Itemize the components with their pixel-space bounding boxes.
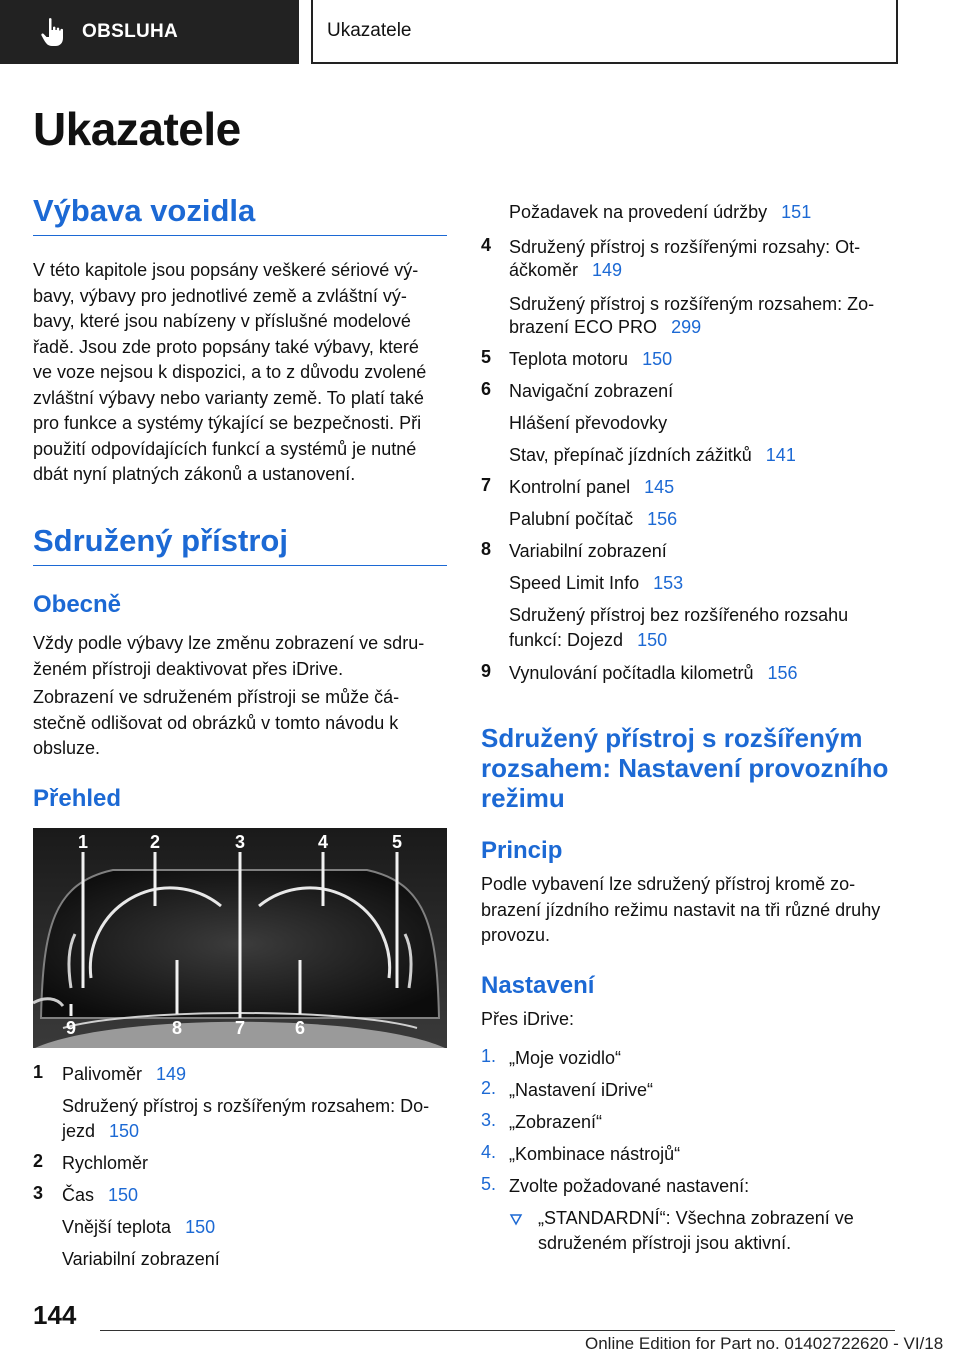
item-label: Kontrolní panel: [509, 477, 631, 497]
item-text: [509, 347, 672, 372]
item-text: Hlášení převodovky: [509, 413, 668, 433]
figure-label: 4: [317, 832, 329, 852]
item-label: Požadavek na provedení údržby: [509, 202, 768, 222]
item-number: 4: [481, 235, 492, 255]
step-text[interactable]: „Nastavení iDrive“: [509, 1080, 654, 1100]
item-label: jezd: [62, 1121, 96, 1141]
figure-label: 3: [234, 832, 246, 852]
text-line: Přes iDrive:: [481, 1009, 575, 1029]
text-line: Vždy podle výbavy lze změnu zobrazení ve sdru‐: [33, 633, 425, 653]
page-ref-link[interactable]: 153: [653, 573, 684, 593]
section-heading-extended: rozsahem: Nastavení provozního: [481, 753, 889, 783]
item-text: [509, 443, 796, 468]
figure-label: 6: [294, 1018, 306, 1038]
figure-label: 2: [149, 832, 161, 852]
page-title: Ukazatele: [33, 103, 241, 155]
section-rule: [33, 565, 447, 566]
item-text: [509, 475, 674, 500]
item-label: Čas: [62, 1185, 95, 1205]
text-line: bavy, které jsou nabízeny v příslušné modelové: [33, 311, 411, 331]
page-number: 144: [33, 1300, 77, 1330]
bullet-triangle-icon: [509, 1212, 523, 1226]
footer-rule: [100, 1330, 895, 1331]
page-ref-link[interactable]: 150: [108, 1185, 139, 1205]
subheading-settings: Nastavení: [481, 972, 595, 999]
item-text: Rychloměr: [62, 1153, 149, 1173]
section-tab[interactable]: [0, 0, 299, 64]
footer-edition: Online Edition for Part no. 01402722620 - VI/18: [585, 1334, 944, 1353]
figure-label: 5: [391, 832, 403, 852]
text-line: použití odpovídajících funkcí a systémů je nutné: [33, 438, 417, 459]
bullet-text: sdruženém přístroji jsou aktivní.: [538, 1233, 792, 1253]
item-text: [62, 1183, 138, 1208]
item-text: [62, 1215, 215, 1240]
item-number: 8: [481, 539, 492, 559]
chapter-tab-label: Ukazatele: [327, 20, 412, 41]
text-line: dbát nyní platných zákonů a ustanovení.: [33, 464, 356, 484]
item-number: 2: [33, 1151, 44, 1171]
text-line: bavy, výbavy pro jednotlivé země a zvláštní vý‐: [33, 285, 407, 306]
item-label: funkcí: Dojezd: [509, 630, 624, 650]
item-text: [509, 507, 677, 532]
page-ref-link[interactable]: 156: [647, 509, 678, 529]
instrument-cluster-image: [33, 828, 447, 1048]
item-label: Palubní počítač: [509, 509, 634, 529]
page-ref-link[interactable]: 150: [109, 1121, 140, 1141]
figure-label: 7: [234, 1018, 246, 1038]
page-ref-link[interactable]: 145: [644, 477, 675, 497]
section-tab-label: OBSLUHA: [82, 21, 179, 42]
hand-pointer-icon: [40, 17, 66, 47]
item-label: áčkoměr: [509, 260, 579, 280]
page-ref-link[interactable]: 149: [592, 260, 623, 280]
text-line: V této kapitole jsou popsány veškeré sériové vý‐: [33, 260, 419, 280]
item-label: Vnější teplota: [62, 1217, 172, 1237]
section-heading-extended: Sdružený přístroj s rozšířeným: [481, 723, 863, 753]
item-text: Variabilní zobrazení: [62, 1249, 220, 1269]
item-text: [62, 1062, 186, 1087]
subheading-general: Obecně: [33, 591, 122, 618]
item-label: Palivoměr: [62, 1064, 143, 1084]
item-text: [509, 315, 701, 340]
item-label: Vynulování počítadla kilometrů: [509, 663, 754, 683]
item-text: Navigační zobrazení: [509, 381, 674, 401]
step-text[interactable]: „Kombinace nástrojů“: [509, 1144, 681, 1164]
section-heading-extended: režimu: [481, 783, 565, 813]
section-rule: [33, 235, 447, 236]
text-line: provozu.: [481, 925, 551, 945]
item-label: Speed Limit Info: [509, 573, 640, 593]
page-ref-link[interactable]: 156: [767, 663, 798, 683]
item-text: [509, 628, 667, 653]
text-line: ve voze nejsou k dispozici, a to z důvodu zvolené: [33, 362, 427, 382]
item-number: 6: [481, 379, 492, 399]
figure-label: 9: [65, 1018, 77, 1038]
text-line: zvláštní výbavy nebo varianty země. To platí také: [33, 387, 424, 408]
text-line: stečně odlišovat od obrázků v tomto návodu k: [33, 712, 399, 733]
item-label: brazení ECO PRO: [509, 317, 658, 337]
section-heading-cluster: Sdružený přístroj: [33, 523, 288, 558]
step-number: 2.: [481, 1078, 497, 1098]
subheading-overview: Přehled: [33, 785, 122, 812]
item-label: Stav, přepínač jízdních zážitků: [509, 445, 752, 465]
item-number: 9: [481, 661, 492, 681]
step-text[interactable]: „Zobrazení“: [509, 1112, 603, 1132]
figure-label: 1: [77, 832, 89, 852]
item-text: Sdružený přístroj bez rozšířeného rozsahu: [509, 605, 849, 625]
item-text: [62, 1119, 139, 1144]
text-line: obsluze.: [33, 738, 101, 758]
item-text: Sdružený přístroj s rozšířeným rozsahem: Do‐: [62, 1096, 430, 1116]
step-text: Zvolte požadované nastavení:: [509, 1176, 750, 1196]
text-line: Zobrazení ve sdruženém přístroji se může čá‐: [33, 687, 400, 707]
item-label: Teplota motoru: [509, 349, 629, 369]
step-number: 5.: [481, 1174, 497, 1194]
item-text: Sdružený přístroj s rozšířeným rozsahem: Zo‐: [509, 294, 875, 314]
item-text: [509, 258, 622, 283]
item-text: [509, 571, 683, 596]
page-ref-link[interactable]: 150: [637, 630, 668, 650]
item-text: [509, 200, 811, 225]
step-text[interactable]: „Moje vozidlo“: [509, 1048, 622, 1068]
step-number: 1.: [481, 1046, 497, 1066]
page-ref-link[interactable]: 299: [671, 317, 702, 337]
page-ref-link[interactable]: 151: [781, 202, 812, 222]
item-number: 5: [481, 347, 492, 367]
bullet-text: „STANDARDNÍ“: Všechna zobrazení ve: [538, 1208, 854, 1228]
text-line: pro funkce a systémy týkající se bezpečnosti. Při: [33, 413, 422, 433]
chapter-tab[interactable]: [311, 0, 898, 64]
step-number: 4.: [481, 1142, 497, 1162]
page-ref-link[interactable]: 149: [156, 1064, 187, 1084]
item-number: 1: [33, 1062, 44, 1082]
step-number: 3.: [481, 1110, 497, 1130]
item-text: Variabilní zobrazení: [509, 541, 667, 561]
item-number: 3: [33, 1183, 44, 1203]
page-ref-link[interactable]: 141: [765, 445, 796, 465]
subheading-principle: Princip: [481, 837, 563, 864]
item-text: Sdružený přístroj s rozšířenými rozsahy: Ot‐: [509, 237, 861, 257]
page-ref-link[interactable]: 150: [185, 1217, 216, 1237]
page-ref-link[interactable]: 150: [642, 349, 673, 369]
text-line: Podle vybavení lze sdružený přístroj kromě zo‐: [481, 874, 856, 894]
figure-label: 8: [171, 1018, 183, 1038]
item-number: 7: [481, 475, 492, 495]
text-line: ženém přístroji deaktivovat přes iDrive.: [33, 658, 344, 679]
item-text: [509, 661, 798, 686]
text-line: řadě. Jsou zde proto popsány také výbavy, které: [33, 336, 419, 357]
text-line: brazení jízdního režimu nastavit na tři různé druhy: [481, 899, 881, 920]
section-heading-equipment: Výbava vozidla: [33, 193, 256, 228]
